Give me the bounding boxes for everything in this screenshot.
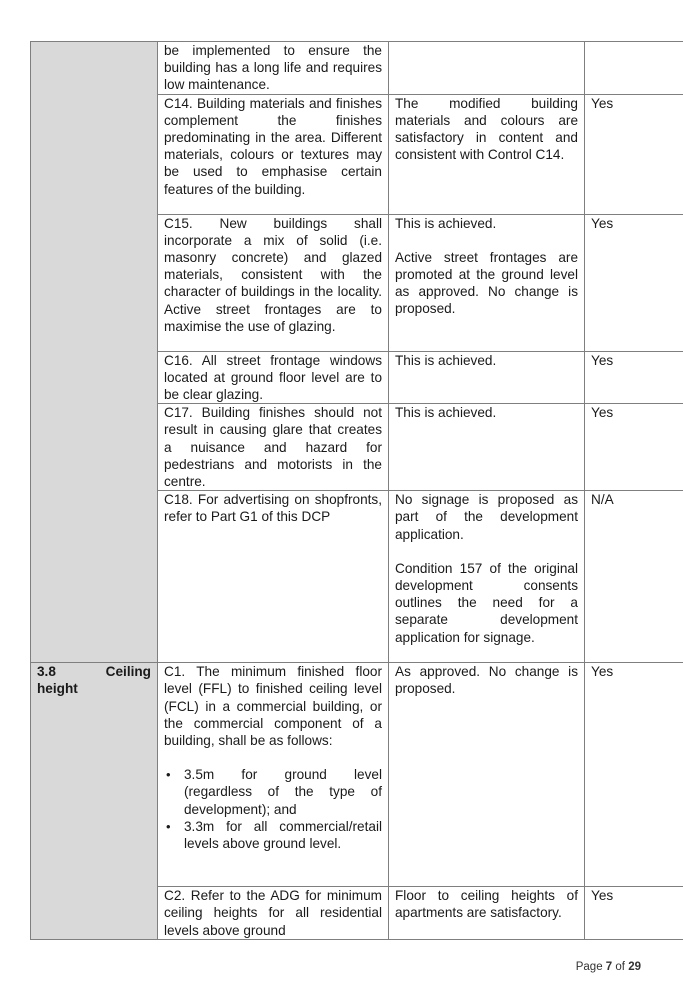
list-item: • 3.5m for ground level (regardless of the type of development); and bbox=[166, 767, 382, 817]
section-title-line2: height bbox=[37, 681, 78, 697]
complies-cell: Yes bbox=[585, 94, 683, 214]
section-number: 3.8 bbox=[37, 664, 56, 680]
control-cell: C14. Building materials and finishes complement the finishes predominating in the area. Different materials, colours or textures may be used to emphasise certain features of the building. bbox=[158, 94, 389, 214]
comment-text: The modified building materials and colours are satisfactory in content and consistent with Control C14. bbox=[395, 95, 578, 163]
comment-cell bbox=[389, 663, 585, 887]
comment-text: This is achieved. bbox=[395, 405, 497, 421]
comment-cell bbox=[389, 491, 585, 663]
section-heading-cell bbox=[31, 663, 158, 940]
control-cell: C2. Refer to the ADG for minimum ceiling heights for all residential levels above ground bbox=[158, 887, 389, 940]
compliance-table bbox=[30, 41, 683, 940]
comment-cell bbox=[389, 351, 585, 404]
complies-cell: Yes bbox=[585, 887, 683, 940]
comment-text: No signage is proposed as part of the development application. bbox=[395, 492, 578, 542]
section-title: Ceiling bbox=[105, 664, 151, 680]
section-cell-continued bbox=[31, 42, 158, 663]
comment-text: This is achieved. bbox=[395, 352, 497, 368]
comment-cell bbox=[389, 404, 585, 491]
comment-cell bbox=[389, 42, 585, 95]
control-cell: be implemented to ensure the building has a long life and requires low maintenance. bbox=[158, 42, 389, 95]
table-row bbox=[31, 42, 683, 95]
control-intro: C1. The minimum finished floor level (FFL) to finished ceiling level (FCL) in a commercial building, or the commercial component of a building, shall be as follows: bbox=[164, 664, 382, 749]
page-number-footer: Page 7 of 29 bbox=[575, 961, 641, 973]
complies-cell: Yes bbox=[585, 214, 683, 351]
comment-cell bbox=[389, 887, 585, 940]
control-cell: C15. New buildings shall incorporate a mix of solid (i.e. masonry concrete) and glazed materials, consistent with the character of buildings in the locality. Active street frontages are to maximise the use of glazing. bbox=[158, 214, 389, 351]
complies-cell: N/A bbox=[585, 491, 683, 663]
comment-text: Floor to ceiling heights of apartments are satisfactory. bbox=[395, 888, 578, 921]
requirement-list bbox=[164, 766, 382, 852]
table-row bbox=[31, 663, 683, 887]
comment-text: Condition 157 of the original development consents outlines the need for a separate development application for signage. bbox=[395, 560, 578, 645]
complies-cell: Yes bbox=[585, 404, 683, 491]
control-cell: C16. All street frontage windows located at ground floor level are to be clear glazing. bbox=[158, 351, 389, 404]
complies-cell: Yes bbox=[585, 351, 683, 404]
comment-text: Active street frontages are promoted at the ground level as approved. No change is proposed. bbox=[395, 249, 578, 317]
comment-cell bbox=[389, 214, 585, 351]
complies-cell bbox=[585, 42, 683, 95]
comment-text: This is achieved. bbox=[395, 215, 497, 231]
complies-cell: Yes bbox=[585, 663, 683, 887]
control-cell bbox=[158, 663, 389, 887]
list-item: • 3.3m for all commercial/retail levels above ground level. bbox=[166, 818, 382, 852]
control-cell: C18. For advertising on shopfronts, refer to Part G1 of this DCP bbox=[158, 491, 389, 663]
comment-text: As approved. No change is proposed. bbox=[395, 664, 578, 697]
comment-cell bbox=[389, 94, 585, 214]
control-cell: C17. Building finishes should not result in causing glare that creates a nuisance and hazard for pedestrians and motorists in the centre. bbox=[158, 404, 389, 491]
